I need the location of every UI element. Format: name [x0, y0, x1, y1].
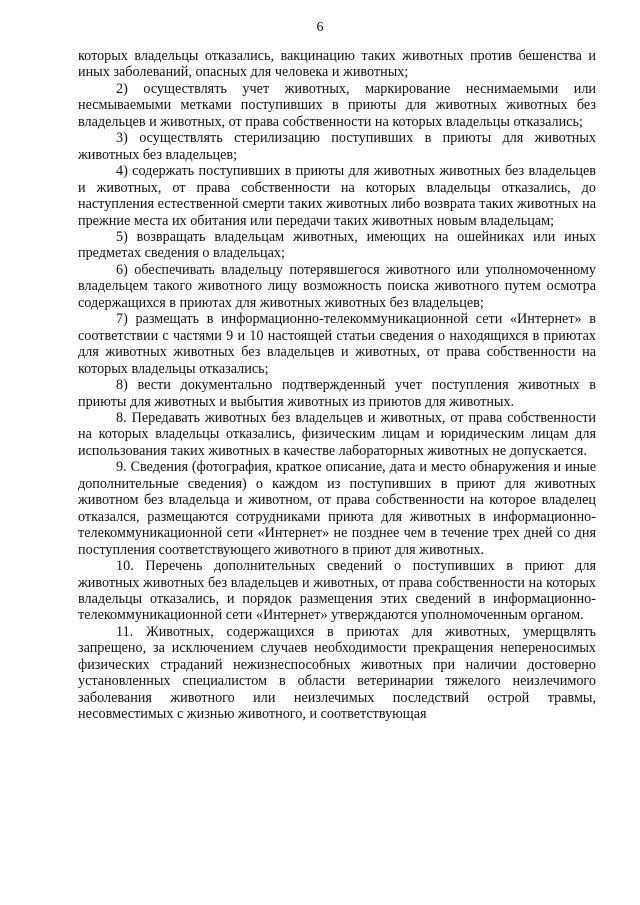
paragraph-continuation: которых владельцы отказались, вакцинацию таких животных против бешенства и иных заболеваний, опасных для человека и животных;: [78, 48, 596, 81]
paragraph-section-8: 8. Передавать животных без владельцев и животных, от права собственности на которых владельцы отказались, физическим лицам и юридическим лицам для использования таких животных в качестве лабораторных животных не допускается.: [78, 409, 596, 459]
page-number: 6: [316, 20, 324, 35]
paragraph-item-8: 8) вести документально подтвержденный учет поступления животных в приюты для животных и выбытия животных из приютов для животных.: [78, 377, 596, 410]
paragraph-item-3: 3) осуществлять стерилизацию поступивших в приюты для животных животных без владельцев;: [78, 130, 596, 163]
paragraph-section-10: 10. Перечень дополнительных сведений о поступивших в приют для животных животных без владельцев и животных, от права собственности на которых владельцы отказались, и порядок размещения этих сведений в информационно-телекоммуникационной сети «Интернет» утверждаются уполномоченным органом.: [78, 558, 596, 624]
paragraph-item-7: 7) размещать в информационно-телекоммуникационной сети «Интернет» в соответствии с частями 9 и 10 настоящей статьи сведения о находящихся в приютах для животных животных без владельцев и животных, от права собственности на которых владельцы отказались;: [78, 311, 596, 377]
document-body: [78, 48, 596, 723]
paragraph-item-4: 4) содержать поступивших в приюты для животных животных без владельцев и животных, от права собственности на которых владельцы отказались, до наступления естественной смерти таких животных либо возврата таких животных на прежние места их обитания или передачи таких животных новым владельцам;: [78, 163, 596, 229]
paragraph-item-5: 5) возвращать владельцам животных, имеющих на ошейниках или иных предметах сведения о владельцах;: [78, 228, 596, 262]
paragraph-item-2: 2) осуществлять учет животных, маркирование неснимаемыми или несмываемыми метками поступивших в приюты для животных животных без владельцев и животных, от права собственности на которых владельцы отказались;: [78, 80, 596, 130]
paragraph-section-9: 9. Сведения (фотография, краткое описание, дата и место обнаружения и иные дополнительные сведения) о каждом из поступивших в приют для животных животном без владельца и животном, от права собственности на которое владелец отказался, размещаются сотрудниками приюта для животных в информационно-телекоммуникационной сети «Интернет» не позднее чем в течение трех дней со дня поступления соответствующего животного в приют для животных.: [78, 459, 596, 558]
paragraph-item-6: 6) обеспечивать владельцу потерявшегося животного или уполномоченному владельцем такого животного лицу возможность поиска животного путем осмотра содержащихся в приютах для животных животных без владельцев;: [78, 261, 596, 311]
paragraph-section-11: 11. Животных, содержащихся в приютах для животных, умерщвлять запрещено, за исключением случаев необходимости прекращения непереносимых физических страданий нежизнеспособных животных при наличии достоверно установленных специалистом в области ветеринарии тяжелого неизлечимого заболевания животного или неизлечимых последствий острой травмы, несовместимых с жизнью животного, и соответствующая: [78, 623, 596, 723]
